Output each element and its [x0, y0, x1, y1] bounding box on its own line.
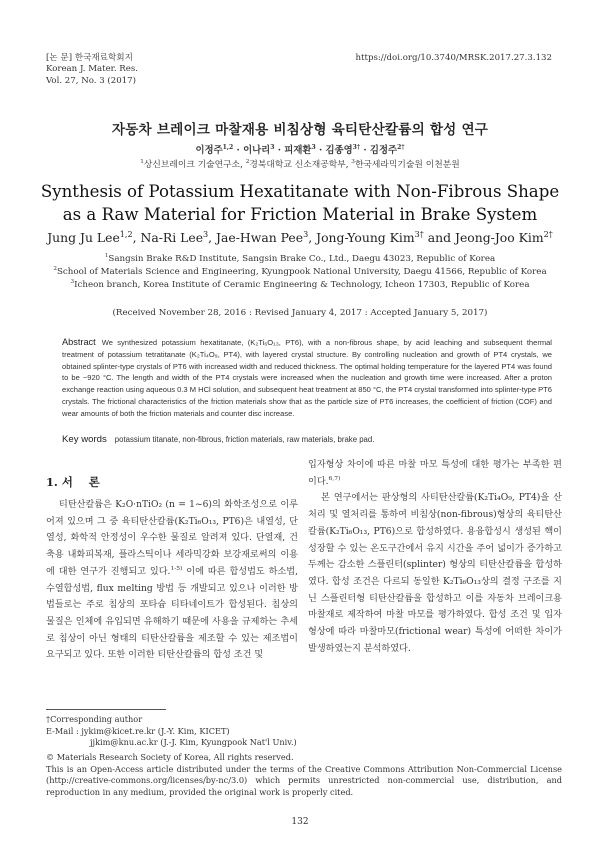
affil-mark: 1: [104, 253, 109, 260]
author-affil-mark: 3: [270, 143, 275, 151]
author-affil-mark: 3: [203, 229, 209, 239]
body-text: 이에 따른 합성법도 하소법, 수열합성법, flux melting 방법 등 개발되고 있으나 이러한 방법들로는 주로 침상의 포타슘 티타네이트가 합성된다. 침상의 물질은 인체에 유입되면 유해하기 때문에 사용을 규제하는 추세로 침상이 아닌 형태의 티탄산칼륨을 제조할 수 있는 제조법이 요구되고 있다. 또한 이러한 티탄산칼륨의 합성 조건 및: [46, 566, 299, 661]
affil-mark: 3: [351, 159, 355, 166]
keywords-text: potassium titanate, non-fibrous, friction materials, raw materials, brake pad.: [114, 435, 375, 444]
author-affil-mark: 2†: [397, 143, 405, 151]
email-line: jjkim@knu.ac.kr (J.-J. Kim, Kyungpook Nat'l Univ.): [90, 737, 297, 748]
body-paragraph: [308, 457, 562, 490]
left-column: [46, 497, 298, 664]
author-separator: ·: [360, 145, 370, 156]
abstract-text: We synthesized potassium hexatitanate, (K₂Ti₆O₁₃, PT6), with a non-fibrous shape, by acid leaching and subsequent thermal treatment of potassium tetratitanate (K₂Ti₄O₉, PT4), with layered crystal structure. By controlling nucleation and growth of PT4 crystals, we obtained splinter-type crystals of PT6 with increased width and reduced thickness. The optimal holding temperature for the layered PT4 was found to be ~920 °C. The length and width of the PT4 crystals were increased when the nucleation and growth time were increased. After a proton exchange reaction using aqueous 0.3 M HCl solution, and subsequent heat treatment at 850 °C, the PT4 crystal transformed into splinter-type PT6 crystals. The frictional characteristics of the friction materials show that as the particle size of PT6 increases, the coefficient of friction (COF) and wear amounts of both the friction materials and counter disc increase.: [62, 338, 552, 418]
author-name: 김종영: [325, 145, 353, 156]
license-text: This is an Open-Access article distributed under the terms of the Creative Commons Attribution Non-Commercial License (http://creative-commons.org/licenses/by-nc/3.0) which permits unrestricted non-commercial use, distribution, and reproduction in any medium, provided the original work is properly cited.: [46, 763, 562, 797]
english-affiliations: [0, 253, 600, 293]
author-name: 김정주: [369, 145, 398, 156]
affiliation: 경북대학교 신소재공학부,: [249, 160, 352, 170]
body-paragraph: [46, 497, 298, 664]
copyright-notice: [46, 752, 562, 798]
affil-mark: 2: [53, 266, 57, 273]
affil-mark: 1: [140, 159, 144, 166]
abstract-label: Abstract: [62, 337, 96, 347]
author-name: 피재환: [284, 145, 312, 156]
author-name: Na-Ri Lee: [140, 230, 204, 245]
author-affil-mark: 2†: [543, 229, 553, 239]
corresponding-author: †Corresponding author: [46, 714, 143, 724]
abstract: [62, 337, 552, 420]
author-separator: ·: [315, 145, 326, 156]
affiliation: 상신브레이크 기술연구소,: [143, 160, 246, 170]
affiliation: Icheon branch, Korea Institute of Ceramic Engineering & Technology, Icheon 17303, Republic of Korea: [74, 280, 530, 291]
author-affil-mark: 1,2: [119, 229, 133, 239]
footnote-divider: [46, 709, 166, 710]
author-separator: ·: [233, 145, 244, 156]
citation: 1-5): [170, 564, 183, 572]
affiliation: School of Materials Science and Engineering, Kyungpook National University, Daegu 41566, Republic of Korea: [56, 267, 547, 278]
author-affil-mark: 1,2: [222, 143, 234, 151]
author-name: Jong-Young Kim: [316, 230, 415, 245]
body-paragraph: 본 연구에서는 판상형의 사티탄산칼륨(K₂Ti₄O₉, PT4)을 산처리 및 열처리를 통하여 비침상(non-fibrous)형상의 육티탄산칼륨(K₂Ti₆O₁₃, PT6)으로 합성하였다. 용융합성시 생성된 핵이 성장할 수 있는 온도구간에서 유지 시간을 주어 넓이가 증가하고 두께는 감소한 스플린터(splinter) 형상의 티탄산칼륨을 합성하였다. 합성 조건은 다르되 동일한 K₂Ti₆O₁₃상의 결정 구조를 지닌 스플린터형 티탄산칼륨을 합성하고 이를 자동차 브레이크용 마찰재로 제작하여 마찰 마모를 평가하였다. 합성 조건 및 입자형상에 따라 마찰마모(frictional wear) 특성에 어떠한 차이가 발생하였는지 분석하였다.: [308, 493, 562, 654]
author-separator: ,: [208, 230, 217, 245]
english-title: Synthesis of Potassium Hexatitanate with Non-Fibrous Shape as a Raw Material for Friction Material in Brake System: [40, 182, 560, 224]
affiliation-line: [0, 253, 600, 266]
author-name: Jae-Hwan Pee: [216, 230, 304, 245]
email-line: E-Mail : jykim@kicet.re.kr (J.-Y. Kim, KICET): [46, 725, 230, 736]
affil-mark: 3: [70, 279, 75, 286]
journal-header: [46, 53, 138, 87]
author-separator: ,: [132, 230, 141, 245]
korean-affiliations: [0, 157, 600, 170]
english-authors: [0, 230, 600, 245]
page-number: 132: [291, 817, 309, 827]
korean-authors: [0, 142, 600, 156]
body-text: 티탄산칼륨은 K₂O·nTiO₂ (n = 1~6)의 화학조성으로 이루어져 있으며 그 중 육티탄산칼륨(K₂Ti₆O₁₃, PT6)은 내열성, 단열성, 화학적 안정성이 우수한 물질로 알려져 있다. 단열재, 건축용 내화피복재, 플라스틱이나 세라믹강화 보강재로써의 이용에 대한 연구가 진행되고 있다.: [46, 500, 298, 577]
affiliation-line: [0, 279, 600, 292]
journal-name-korean: [논 문] 한국재료학회지: [46, 53, 133, 63]
body-text: 입자형상 차이에 따른 마찰 마모 특성에 대한 평가는 부족한 편이다.: [308, 460, 562, 487]
affiliation-line: [0, 266, 600, 279]
affil-mark: 2: [245, 159, 250, 166]
right-column: [308, 457, 562, 657]
affiliation: Sangsin Brake R&D Institute, Sangsin Brake Co., Ltd., Daegu 43023, Republic of Korea: [108, 254, 496, 264]
author-affil-mark: 3: [303, 229, 309, 239]
keywords: [62, 434, 552, 445]
author-affil-mark: 3†: [352, 143, 361, 151]
keywords-label: Key words: [62, 434, 107, 445]
author-name: 이나리: [243, 145, 271, 156]
author-affil-mark: 3†: [414, 229, 424, 239]
author-separator: ·: [274, 145, 285, 156]
author-name: 이정주: [195, 145, 223, 156]
korean-title: 자동차 브레이크 마찰재용 비침상형 육티탄산칼륨의 합성 연구: [111, 122, 489, 138]
footnote: [46, 714, 297, 749]
author-name: Jung Ju Lee: [47, 230, 120, 245]
copyright-line: © Materials Research Society of Korea, All rights reserved.: [46, 752, 294, 762]
author-name: Jeong-Joo Kim: [454, 230, 544, 245]
citation: 6,7): [328, 474, 341, 482]
received-dates: (Received November 28, 2016 : Revised January 4, 2017 : Accepted January 5, 2017): [112, 308, 488, 318]
section-heading-introduction: 1. 서 론: [46, 475, 100, 489]
author-affil-mark: 3: [311, 143, 316, 151]
doi-link[interactable]: https://doi.org/10.3740/MRSK.2017.27.3.132: [355, 53, 552, 63]
affiliation: 한국세라믹기술원 이천분원: [354, 160, 460, 170]
journal-name-english: Korean J. Mater. Res.: [46, 64, 138, 75]
author-separator: ,: [308, 230, 317, 245]
author-separator: and: [423, 230, 455, 245]
journal-volume: Vol. 27, No. 3 (2017): [46, 75, 136, 86]
